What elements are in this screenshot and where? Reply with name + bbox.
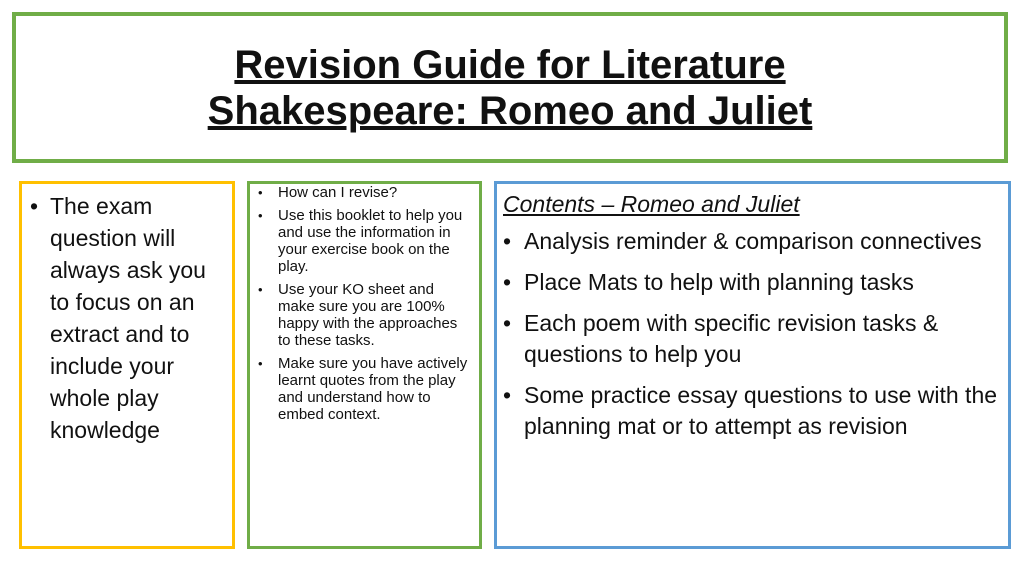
bullet-icon: • [258, 356, 263, 371]
title-box [12, 12, 1008, 163]
how-to-revise-box [247, 181, 482, 549]
list-item [258, 207, 473, 275]
bullet-icon: • [258, 185, 263, 200]
contents-text: Analysis reminder & comparison connectives [524, 228, 982, 254]
bullet-icon: • [503, 382, 512, 408]
list-item [503, 380, 1000, 442]
list-item [503, 267, 1000, 298]
contents-text: Some practice essay questions to use with the planning mat or to attempt as revision [524, 382, 998, 439]
bullet-icon: • [30, 193, 39, 219]
exam-info-text: The exam question will always ask you to focus on an extract and to include your whole play knowledge [50, 193, 206, 443]
list-item [30, 190, 226, 446]
list-item [503, 226, 1000, 257]
contents-box [494, 181, 1011, 549]
contents-heading: Contents – Romeo and Juliet [503, 191, 800, 217]
revise-text: Make sure you have actively learnt quotes from the play and understand how to embed context. [278, 355, 468, 423]
list-item [258, 355, 473, 423]
bullet-icon: • [258, 208, 263, 223]
list-item [503, 308, 1000, 370]
bullet-icon: • [258, 282, 263, 297]
title-line-1: Revision Guide for Literature [234, 42, 786, 87]
exam-info-box [19, 181, 235, 549]
revise-text: How can I revise? [278, 184, 398, 201]
bullet-icon: • [503, 269, 512, 295]
revise-text: Use your KO sheet and make sure you are 100% happy with the approaches to these tasks. [278, 281, 458, 349]
title-line-2: Shakespeare: Romeo and Juliet [207, 88, 813, 133]
bullet-icon: • [503, 228, 512, 254]
contents-text: Each poem with specific revision tasks & questions to help you [524, 310, 939, 367]
list-item [258, 184, 473, 201]
how-to-revise-list [250, 184, 479, 423]
bullet-icon: • [503, 310, 512, 336]
list-item [258, 281, 473, 349]
contents-list [503, 226, 1000, 442]
revise-text: Use this booklet to help you and use the information in your exercise book on the play. [278, 207, 463, 275]
exam-info-list [22, 184, 232, 446]
contents-text: Place Mats to help with planning tasks [524, 269, 914, 295]
